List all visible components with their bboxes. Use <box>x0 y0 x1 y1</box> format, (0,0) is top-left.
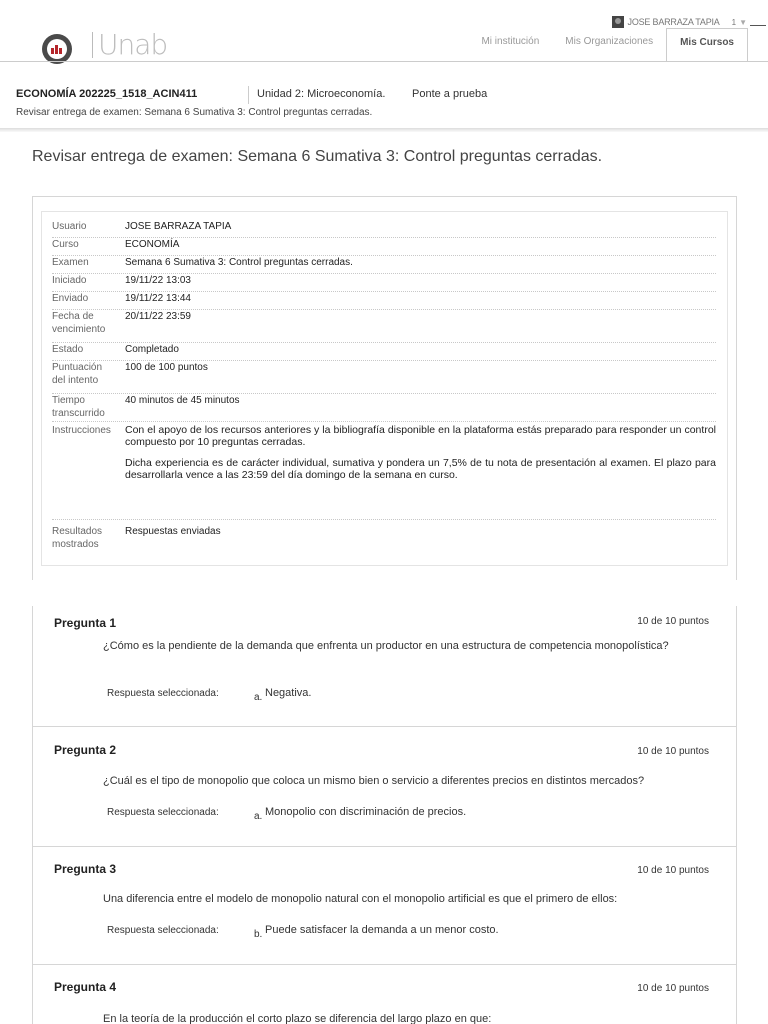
detail-value: 100 de 100 puntos <box>125 362 208 373</box>
page-title: Revisar entrega de examen: Semana 6 Sumativa 3: Control preguntas cerradas. <box>32 148 603 165</box>
question-card <box>33 847 736 965</box>
detail-label: Usuario <box>52 221 87 232</box>
detail-value: ECONOMÍA <box>125 239 180 250</box>
menu-underline <box>750 18 766 26</box>
question-title: Pregunta 2 <box>54 743 117 757</box>
question-text: ¿Cuál es el tipo de monopolio que coloca un mismo bien o servicio a diferentes precios en distintos mercados? <box>103 775 645 787</box>
question-title: Pregunta 3 <box>54 862 117 876</box>
detail-row-examen <box>52 256 716 274</box>
question-text: ¿Cómo es la pendiente de la demanda que enfrenta un productor en una estructura de competencia monopolística? <box>103 640 669 652</box>
breadcrumb-unit[interactable]: Unidad 2: Microeconomía. <box>257 88 386 100</box>
detail-row-usuario <box>52 220 716 238</box>
brand-divider <box>92 32 93 58</box>
submission-details-table <box>41 211 728 566</box>
instructions-paragraph: Con el apoyo de los recursos anteriores y la bibliografía disponible en la plataforma estás preparado para responder un control compuesto por 10 preguntas cerradas. <box>125 424 716 448</box>
detail-row-vencimiento <box>52 310 716 343</box>
detail-value: Respuestas enviadas <box>125 526 221 537</box>
selected-answer-text: Negativa. <box>265 687 312 699</box>
top-navigation <box>468 28 748 62</box>
breadcrumb-course[interactable]: ECONOMÍA 202225_1518_ACIN411 <box>16 88 198 100</box>
detail-label-line: Puntuación <box>52 362 103 373</box>
question-text: Una diferencia entre el modelo de monopolio natural con el monopolio artificial es que el primero de ellos: <box>103 893 618 905</box>
avatar[interactable] <box>612 16 624 28</box>
selected-answer-text: Puede satisfacer la demanda a un menor costo. <box>265 924 499 936</box>
breadcrumb-shadow <box>0 128 768 132</box>
institution-logo-icon[interactable] <box>42 34 72 64</box>
question-card <box>33 965 736 1024</box>
selected-answer-letter: a. <box>254 692 263 703</box>
question-points: 10 de 10 puntos <box>637 616 709 627</box>
detail-row-curso <box>52 238 716 256</box>
chevron-down-icon[interactable]: ▼ <box>739 17 747 27</box>
detail-label: Estado <box>52 344 84 355</box>
instructions-text <box>125 424 716 490</box>
detail-label-line: Resultados <box>52 526 103 537</box>
detail-label <box>52 361 120 387</box>
detail-row-enviado <box>52 292 716 310</box>
user-name[interactable]: JOSE BARRAZA TAPIA <box>627 17 720 27</box>
detail-value: JOSE BARRAZA TAPIA <box>125 221 232 232</box>
question-text: En la teoría de la producción el corto plazo se diferencia del largo plazo en que: <box>103 1013 492 1024</box>
question-card <box>33 727 736 847</box>
detail-value: 19/11/22 13:44 <box>125 293 191 304</box>
detail-label-line: Tiempo <box>52 395 85 406</box>
brand-name[interactable]: Unab <box>98 28 168 61</box>
question-points: 10 de 10 puntos <box>637 983 709 994</box>
detail-label-line: mostrados <box>52 539 99 550</box>
detail-label <box>52 525 120 551</box>
detail-row-instrucciones <box>52 424 716 520</box>
detail-label: Examen <box>52 257 89 268</box>
detail-label: Iniciado <box>52 275 87 286</box>
nav-mis-cursos[interactable]: Mis Cursos <box>666 28 748 62</box>
nav-mi-institucion[interactable]: Mi institución <box>481 36 540 47</box>
detail-label: Instrucciones <box>52 425 111 436</box>
detail-label-line: Fecha de <box>52 311 94 322</box>
detail-row-resultados <box>52 525 716 561</box>
question-title: Pregunta 1 <box>54 616 117 630</box>
selected-answer-label: Respuesta seleccionada: <box>107 925 219 936</box>
breadcrumb-test[interactable]: Ponte a prueba <box>412 88 488 100</box>
detail-row-iniciado <box>52 274 716 292</box>
selected-answer-text: Monopolio con discriminación de precios. <box>265 806 467 818</box>
detail-value: 40 minutos de 45 minutos <box>125 395 240 406</box>
submission-details-panel <box>32 196 737 580</box>
detail-label <box>52 394 120 420</box>
detail-value: Semana 6 Sumativa 3: Control preguntas cerradas. <box>125 257 353 268</box>
detail-row-estado <box>52 343 716 361</box>
breadcrumb-divider <box>248 86 249 104</box>
detail-label-line: del intento <box>52 375 99 386</box>
detail-value: 19/11/22 13:03 <box>125 275 191 286</box>
question-points: 10 de 10 puntos <box>637 746 709 757</box>
detail-value: 20/11/22 23:59 <box>125 311 191 322</box>
selected-answer-label: Respuesta seleccionada: <box>107 807 219 818</box>
nav-mis-organizaciones[interactable]: Mis Organizaciones <box>565 36 654 47</box>
selected-answer-letter: b. <box>254 929 263 940</box>
breadcrumb <box>0 78 768 128</box>
detail-label-line: transcurrido <box>52 408 105 419</box>
notification-count[interactable]: 1 <box>731 17 737 27</box>
detail-value: Completado <box>125 344 179 355</box>
question-card <box>33 606 736 727</box>
detail-label <box>52 310 120 336</box>
detail-label: Enviado <box>52 293 89 304</box>
question-title: Pregunta 4 <box>54 980 117 994</box>
question-points: 10 de 10 puntos <box>637 865 709 876</box>
instructions-paragraph: Dicha experiencia es de carácter individual, sumativa y pondera un 7,5% de tu nota de presentación al examen. El plazo para desarrollarla vence a las 23:59 del día domingo de la semana en curso. <box>125 457 716 481</box>
detail-label: Curso <box>52 239 79 250</box>
header-divider <box>0 61 768 62</box>
breadcrumb-current-page: Revisar entrega de examen: Semana 6 Sumativa 3: Control preguntas cerradas. <box>16 107 373 118</box>
top-header <box>0 0 768 62</box>
detail-label-line: vencimiento <box>52 324 106 335</box>
detail-row-tiempo <box>52 394 716 422</box>
detail-row-puntuacion <box>52 361 716 394</box>
selected-answer-label: Respuesta seleccionada: <box>107 688 219 699</box>
selected-answer-letter: a. <box>254 811 263 822</box>
